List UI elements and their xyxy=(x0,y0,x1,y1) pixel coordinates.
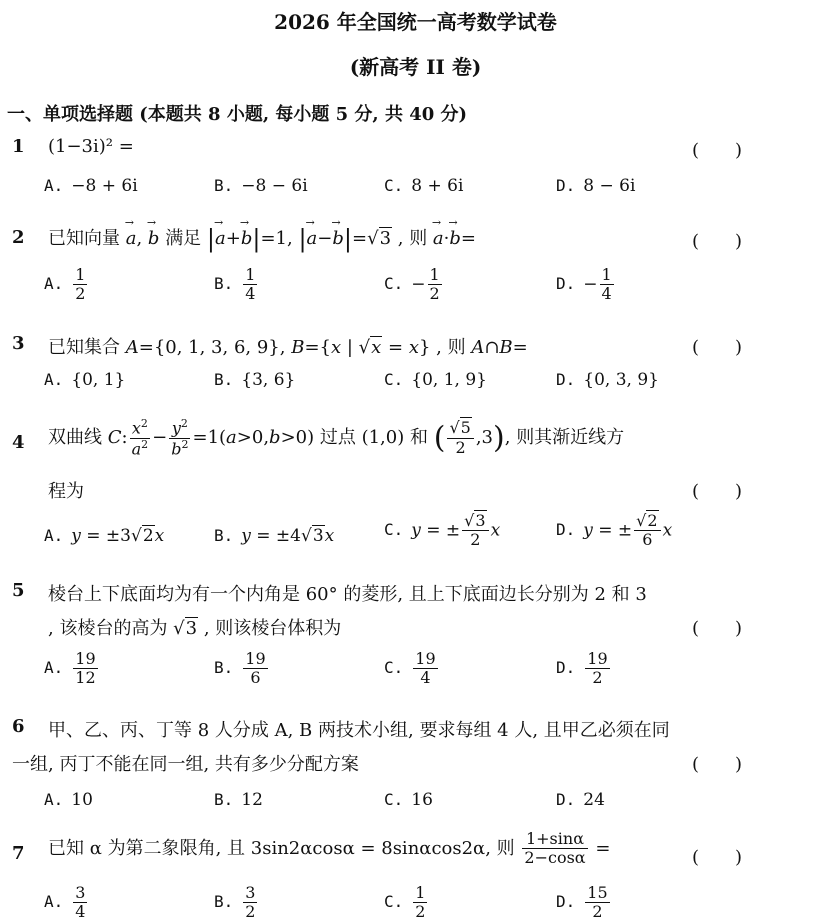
option-d: D. 8 − 6i xyxy=(556,176,636,196)
option-a: A. 10 xyxy=(44,790,93,810)
answer-blank: ( ) xyxy=(692,754,743,775)
question-stem: 甲、乙、丙、丁等 8 人分成 A, B 两技术小组, 要求每组 4 人, 且甲乙必须在同 xyxy=(48,720,670,741)
option-a: A. $\frac{1}{2}$ xyxy=(44,265,86,304)
question-stem: 已知 α 为第二象限角, 且 3sin2αcosα = 8sinαcos2α, 则 $\frac{1+\sin\alpha}{2-\cos\alpha}$ = xyxy=(48,829,611,868)
question-stem: 双曲线 C: $\frac{x^2}{a^2}$ − $\frac{y^2}{b^2}$ =1(a>0,b>0) 过点 (1,0) 和 ( $\frac{√5}{2}$ ,3), 则其渐近线方 xyxy=(48,417,625,459)
option-c: C. 16 xyxy=(384,790,433,810)
option-c: C. $\frac{1}{2}$ xyxy=(384,883,426,922)
option-b: B. 12 xyxy=(214,790,263,810)
option-b: B. y = ±4√3x xyxy=(214,526,335,546)
option-d: D. {0, 3, 9} xyxy=(556,370,659,390)
exam-subtitle: (新高考 II 卷) xyxy=(349,55,482,79)
option-a: A. $\frac{3}{4}$ xyxy=(44,883,86,922)
question-stem-line2: 一组, 丙丁不能在同一组, 共有多少分配方案 xyxy=(12,754,359,775)
question-number: 6 xyxy=(12,716,25,737)
answer-blank: ( ) xyxy=(692,337,743,358)
exam-title: 2026 年全国统一高考数学试卷 xyxy=(274,10,557,34)
option-c: C. $\frac{19}{4}$ xyxy=(384,649,436,688)
section-heading: 一、单项选择题 (本题共 8 小题, 每小题 5 分, 共 40 分) xyxy=(7,104,468,125)
question-stem: 已知集合 A={0, 1, 3, 6, 9}, B={x | √x = x} , 则 A∩B= xyxy=(48,337,528,358)
option-c: C. {0, 1, 9} xyxy=(384,370,487,390)
option-b: B. −8 − 6i xyxy=(214,176,308,196)
question-stem: (1−3i)² = xyxy=(48,136,134,157)
question-number: 4 xyxy=(12,432,25,453)
option-c: C. y = ± $\frac{√3}{2}$ x xyxy=(384,511,501,550)
option-d: D. y = ± $\frac{√2}{6}$ x xyxy=(556,511,673,550)
option-a: A. −8 + 6i xyxy=(44,176,138,196)
answer-blank: ( ) xyxy=(692,847,743,868)
option-d: D. − $\frac{1}{4}$ xyxy=(556,265,612,304)
option-b: B. $\frac{3}{2}$ xyxy=(214,883,256,922)
option-c: C. − $\frac{1}{2}$ xyxy=(384,265,440,304)
option-c: C. 8 + 6i xyxy=(384,176,464,196)
option-d: D. $\frac{19}{2}$ xyxy=(556,649,608,688)
option-a: A. y = ±3√2x xyxy=(44,526,165,546)
option-d: D. $\frac{15}{2}$ xyxy=(556,883,608,922)
question-number: 7 xyxy=(12,843,25,864)
answer-blank: ( ) xyxy=(692,231,743,252)
option-d: D. 24 xyxy=(556,790,605,810)
question-stem-line2: , 该棱台的高为 √3 , 则该棱台体积为 xyxy=(48,618,342,639)
question-stem: 已知向量 → a, → b 满足 |→ a+→ b|=1, |→ a−→ b|=√3 , 则 → a·→ b= xyxy=(48,224,476,253)
option-b: B. $\frac{1}{4}$ xyxy=(214,265,256,304)
option-b: B. $\frac{19}{6}$ xyxy=(214,649,266,688)
question-number: 5 xyxy=(12,580,25,601)
question-stem: 棱台上下底面均为有一个内角是 60° 的菱形, 且上下底面边长分别为 2 和 3 xyxy=(48,584,647,605)
question-number: 3 xyxy=(12,333,25,354)
answer-blank: ( ) xyxy=(692,481,743,502)
answer-blank: ( ) xyxy=(692,618,743,639)
question-stem-line2: 程为 xyxy=(48,481,84,502)
answer-blank: ( ) xyxy=(692,140,743,161)
question-number: 2 xyxy=(12,227,25,248)
option-a: A. $\frac{19}{12}$ xyxy=(44,649,96,688)
option-b: B. {3, 6} xyxy=(214,370,296,390)
question-number: 1 xyxy=(12,136,25,157)
option-a: A. {0, 1} xyxy=(44,370,126,390)
